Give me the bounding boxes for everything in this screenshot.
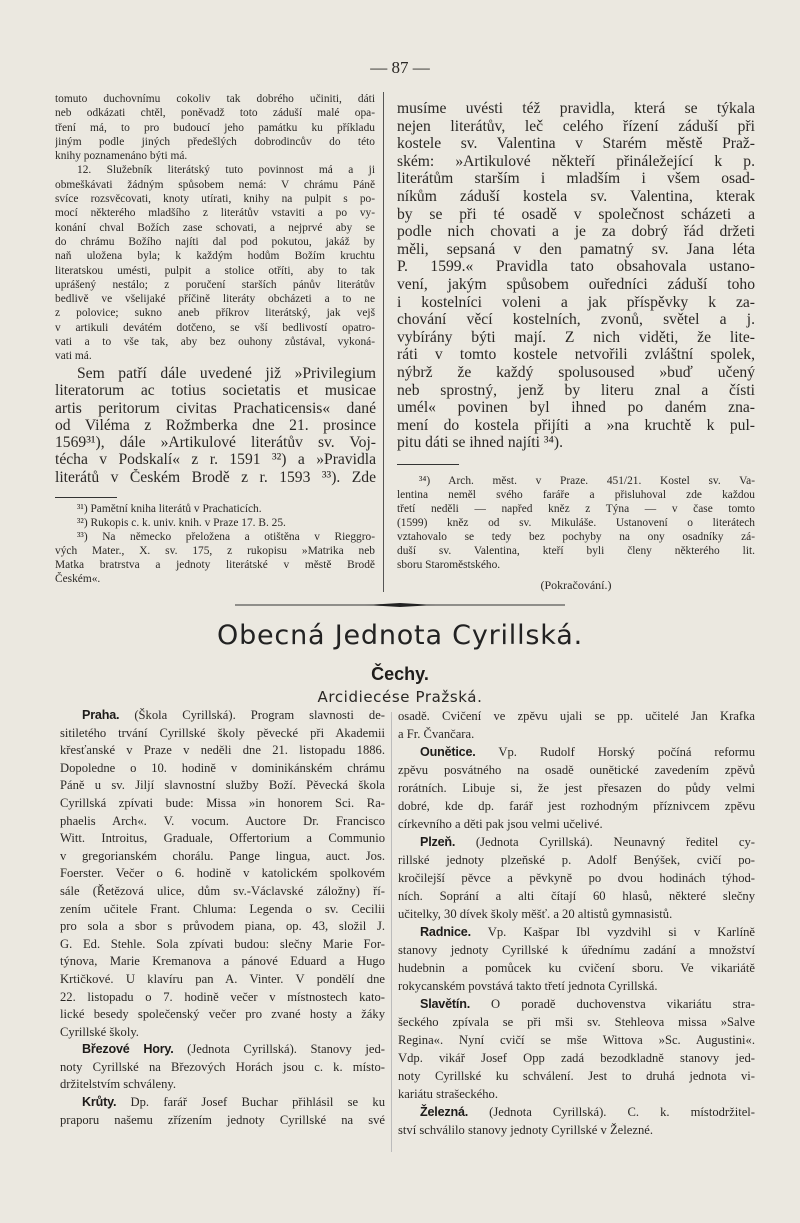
footnote-rule-right <box>397 464 459 465</box>
text-line <box>398 1121 755 1139</box>
text-line <box>60 707 385 725</box>
text-line <box>397 329 755 347</box>
text-line <box>60 1094 385 1112</box>
line-text: Dopoledne o 10. hodině v dominikánském chrámu <box>60 760 385 775</box>
line-text: Páně u sv. Jiljí slavnostní služby Boží. Pěvecká škola <box>60 778 385 793</box>
line-text: týnova, Marie Kremanova a pánové Eduard a Hugo <box>60 954 385 969</box>
text-line <box>55 149 375 163</box>
right-column-main-text <box>397 100 755 452</box>
text-line <box>397 364 755 382</box>
text-line <box>397 258 755 276</box>
text-line <box>60 1041 385 1059</box>
line-text: naň uložena byla; k každým hodům Božím kruchtu <box>55 250 375 263</box>
text-line <box>60 971 385 989</box>
line-text: i kostelníci voleni a jak příspěvky k za- <box>397 293 755 311</box>
text-line <box>55 451 376 468</box>
line-text: zením učitele Frant. Chluma: Legenda o sv. Cecilii <box>60 901 385 916</box>
line-text: uprášený nestálo; z poručení starších pánův literátův <box>55 278 375 291</box>
line-text: pitu dáti se ihned najíti ³⁴). <box>397 434 564 452</box>
line-text: (Škola Cyrillská). Program slavnosti de- <box>119 708 385 722</box>
line-text: vati a to vše tak, aby bez ouhony zůstával, vykoná- <box>55 336 375 349</box>
place-heading: Krůty. <box>82 1095 117 1110</box>
text-line <box>60 918 385 936</box>
line-text: jiným podle jiných předešlých dobrodincův do této <box>55 135 375 148</box>
line-text: držitelstvím schváleny. <box>60 1077 176 1092</box>
text-line <box>398 1067 755 1085</box>
text-line <box>55 544 375 558</box>
line-text: 12. Služebník literátský tuto povinnost má a ji <box>77 164 375 177</box>
line-text: v artikuli devátém dotčeno, se vší bedlivostí opatro- <box>55 321 375 334</box>
paragraph <box>55 92 375 163</box>
text-line <box>398 851 755 869</box>
diocese-heading: Arcidiecése Pražská. <box>317 688 483 706</box>
column-divider <box>383 92 384 592</box>
line-text: noty Cyrillské na Březových Horách jsou c. k. místo- <box>60 1059 385 1074</box>
line-text: a Fr. Čvančara. <box>398 727 475 741</box>
text-line <box>397 241 755 259</box>
text-line <box>398 779 755 797</box>
right-footnotes <box>397 474 755 572</box>
line-text: chování věcí kostelních, zvonů, světel a j. <box>397 311 755 329</box>
text-line <box>397 223 755 241</box>
text-line <box>55 321 375 335</box>
line-text: nýbrž že každý spolusoused »buď učený <box>397 363 755 381</box>
line-text: P. 1599.« Pravidla tato obsahovala ustano- <box>397 258 755 276</box>
text-line <box>55 163 375 177</box>
place-heading: Praha. <box>82 708 120 722</box>
line-text: Českém«. <box>55 573 101 585</box>
paragraph <box>60 1041 385 1094</box>
text-line <box>398 707 755 725</box>
text-line <box>60 760 385 778</box>
text-line <box>55 178 375 192</box>
line-text: bedlivě ve všelijaké příčině literáty obcházeti a to ne <box>55 293 375 306</box>
text-line <box>60 989 385 1007</box>
line-text: rorátních. Libuje si, že jest přesazen do půdy velmi <box>398 781 755 795</box>
text-line <box>55 121 375 135</box>
text-line <box>397 118 755 136</box>
line-text: obmeškávati žádným spůsobem nemá: V chrámu Páně <box>55 178 375 191</box>
line-text: Vdp. vikář Josef Opp zadá bezodkladně stanovy jed- <box>398 1051 755 1065</box>
paragraph <box>55 502 375 516</box>
line-text: Foerster. Večer o 6. hodině v katolickém spolkovém <box>60 866 385 881</box>
text-line <box>55 382 376 399</box>
text-line <box>397 153 755 171</box>
place-heading: Ounětice. <box>420 745 476 759</box>
line-text: ství schválilo stanovy jednoty Cyrillské v Železné. <box>398 1123 653 1137</box>
line-text: kostele sv. Valentina v Starém městě Praž- <box>397 135 755 153</box>
text-line <box>398 977 755 995</box>
text-line <box>55 106 375 120</box>
line-text: v gregorianském chorálu. Pange lingua, auct. Jos. <box>60 848 385 863</box>
text-line <box>60 742 385 760</box>
line-text: phaelis Arch«. V. vocum. Auctore Dr. Francisco <box>60 813 385 828</box>
text-line <box>55 558 375 572</box>
text-line <box>55 264 375 278</box>
line-text: podle nich chovati a je za dobrý řád držeti <box>397 223 755 241</box>
place-heading: Plzeň. <box>420 835 456 849</box>
text-line <box>398 815 755 833</box>
line-text: třetí neděli — napřed kněz z Týna — v čase tomto <box>397 503 755 515</box>
line-text: técha v Podskalí« z r. 1591 ³²) a »Pravidla <box>55 451 376 469</box>
line-text: duší sv. Valentina, kteří byli členy některého lit. <box>397 545 755 557</box>
text-line <box>60 777 385 795</box>
line-text: literátům starším i mladším i všem osad- <box>397 170 755 188</box>
line-text: ském: »Artikulové někteří přináležející k p. <box>397 152 755 170</box>
line-text: pro sola a sbor s průvodem piana, op. 43, složil J. <box>60 919 385 934</box>
line-text: šeckého zpívala se při mši sv. Stehleova missa »Salve <box>398 1015 755 1029</box>
line-text: ³²) Rukopis c. k. univ. knih. v Praze 17. B. 25. <box>77 517 286 529</box>
line-text: 1569³¹), dále »Artikulové literátův sv. Voj- <box>55 434 376 452</box>
text-line <box>55 502 375 516</box>
line-text: sboru Staroměstského. <box>397 559 501 571</box>
line-text: mení do kostela přijíti a »na kruchtě k pul- <box>397 416 755 434</box>
line-text: literatorum ac totius societatis et musicae <box>55 382 376 400</box>
text-line <box>398 1085 755 1103</box>
column-divider-lower <box>391 712 392 1152</box>
line-text: 22. listopadu o 7. hodině večer v místnostech kato- <box>60 989 385 1004</box>
text-line <box>397 399 755 417</box>
line-text: musíme uvésti též pravidla, která se týkala <box>397 100 755 117</box>
text-line <box>55 306 375 320</box>
place-heading: Radnice. <box>420 925 471 939</box>
line-text: stanovy jednoty Cyrillské k úřednímu zadání a množství <box>398 943 755 957</box>
text-line <box>398 869 755 887</box>
line-text: Dp. farář Josef Buchar přihlásil se ku <box>116 1095 385 1110</box>
text-line <box>60 936 385 954</box>
line-text: literátů v Českém Brodě z r. 1593 ³³). Zde <box>55 468 376 486</box>
line-text: tomuto duchovnímu cokoliv tak dobrého učiniti, dáti <box>55 93 375 105</box>
line-text: zpěvu posvátného na osadě ounětické zavedením zpěvů <box>398 763 755 777</box>
text-line <box>398 1049 755 1067</box>
paragraph <box>398 1103 755 1139</box>
text-line <box>397 188 755 206</box>
line-text: sále (Řetězová ulice, dům sv.-Václavské záložny) ří- <box>60 883 385 898</box>
line-text: Matka bratrstva a jednoty literátské v městě Brodě <box>55 559 375 571</box>
line-text: (Jednota Cyrillská). Stanovy jed- <box>173 1042 385 1057</box>
line-text: Sem patří dále uvedené již »Privilegium <box>77 365 376 382</box>
section-title: Obecná Jednota Cyrillská. <box>217 620 583 651</box>
text-line <box>55 249 375 263</box>
line-text: nejen literátův, leč celého řízení záduší při <box>397 117 755 135</box>
line-text: měli, sepsaná v den pamatný sv. Jana léta <box>397 240 755 258</box>
line-text: vých Mater., X. sv. 175, z rukopisu »Matrika neb <box>55 545 375 557</box>
left-column-main-text <box>55 365 376 486</box>
line-text: G. Ed. Stehle. Sola zpívati budou: slečny Marie For- <box>60 936 385 951</box>
text-line <box>55 400 376 417</box>
line-text: z polovice; sukno aneb příkrov literátský, jak vejš <box>55 307 375 320</box>
line-text: (Jednota Cyrillská). C. k. místodržitel- <box>468 1105 755 1119</box>
paragraph <box>397 474 755 572</box>
text-line <box>55 516 375 530</box>
line-text: od Viléma z Rožmberka dne 21. prosince <box>55 416 376 434</box>
text-line <box>397 100 755 118</box>
text-line <box>55 572 375 586</box>
line-text: Vp. Rudolf Horský počíná reformu <box>475 745 755 759</box>
place-heading: Železná. <box>420 1105 469 1119</box>
text-line <box>397 382 755 400</box>
text-line <box>55 349 375 363</box>
line-text: rokycanském povstává takto třetí jednota Cyrillská. <box>398 979 658 993</box>
line-text: Cyrillské školy. <box>60 1024 139 1039</box>
line-text: kariátu strašeckého. <box>398 1087 499 1101</box>
region-heading: Čechy. <box>371 664 429 684</box>
text-line <box>60 795 385 813</box>
text-line <box>55 192 375 206</box>
place-heading: Březové Hory. <box>82 1042 174 1057</box>
paragraph <box>398 743 755 833</box>
line-text: dobré, kde dp. farář jest rozhodným příznivcem zpěvu <box>398 799 755 813</box>
text-line <box>55 92 375 106</box>
line-text: neb odkázati chtěl, poněvadž toto záduší malé opa- <box>55 107 375 120</box>
line-text: ³¹) Pamětní kniha literátů v Prachaticích. <box>77 503 262 515</box>
text-line <box>55 135 375 149</box>
line-text: by se při té osadě v společnost scházeti a <box>397 205 755 223</box>
text-line <box>55 365 376 382</box>
line-text: knihy poznamenáno býti má. <box>55 150 188 163</box>
page-number: — 87 — <box>370 58 430 77</box>
text-line <box>397 516 755 530</box>
line-text: umél« povinen byl ihned po daném zna- <box>397 399 755 417</box>
text-line <box>55 292 375 306</box>
paragraph <box>55 163 375 363</box>
left-footnotes <box>55 502 375 586</box>
text-line <box>398 833 755 851</box>
line-text: křesťanské v Praze v neděli dne 21. listopadu 1886. <box>60 743 385 758</box>
text-line <box>398 959 755 977</box>
paragraph <box>55 530 375 586</box>
text-line <box>397 488 755 502</box>
line-text: tření má, to pro budoucí jeho památku ku příkladu <box>55 121 375 134</box>
line-text: artis peritorum civitas Prachaticensis« dané <box>55 399 376 417</box>
line-text: hudebnin a pomůcek ku cvičení sboru. Ve vikariátě <box>398 961 755 975</box>
line-text: svíce rozsvěcovati, knoty utírati, knihy na pulpit s po- <box>55 193 375 206</box>
paragraph <box>398 995 755 1103</box>
text-line <box>55 417 376 434</box>
line-text: Witt. Introitus, Graduale, Offertorium a Communio <box>60 831 385 846</box>
text-line <box>60 813 385 831</box>
text-line <box>398 905 755 923</box>
line-text: učitelky, 30 dívek školy měšť. a 20 altistů gymnasistů. <box>398 907 673 921</box>
line-text: (1599) kněz od sv. Mikuláše. Ustanovení o literátech <box>397 517 755 529</box>
text-line <box>398 1031 755 1049</box>
line-text: lické besedy společenský večer pro zvané hosty a žáky <box>60 1007 385 1022</box>
text-line <box>55 335 375 349</box>
text-line <box>398 743 755 761</box>
line-text: Cyrillská zpívati bude: Missa »in honorem Sci. Ra- <box>60 795 385 810</box>
continuation-note: (Pokračování.) <box>540 578 612 592</box>
text-line <box>398 1013 755 1031</box>
footnote-rule-left <box>55 497 117 498</box>
text-line <box>60 848 385 866</box>
text-line <box>397 544 755 558</box>
text-line <box>55 530 375 544</box>
text-line <box>397 170 755 188</box>
text-line <box>55 235 375 249</box>
text-line <box>397 530 755 544</box>
text-line <box>397 474 755 488</box>
line-text: Vp. Kašpar Ibl vyzdvihl si v Karlíně <box>470 925 755 939</box>
text-line <box>60 725 385 743</box>
line-text: osadě. Cvičení ve zpěvu ujali se pp. učitelé Jan Krafka <box>398 709 755 723</box>
text-line <box>397 417 755 435</box>
text-line <box>397 294 755 312</box>
text-line <box>398 887 755 905</box>
text-line <box>398 941 755 959</box>
paragraph <box>397 100 755 452</box>
line-text: konání chval Božích zase schovati, a nejprvé aby se <box>55 221 375 234</box>
text-line <box>60 953 385 971</box>
text-line <box>397 502 755 516</box>
line-text: ³³) Na německo přeložena a otištěna v Rieggro- <box>77 531 375 543</box>
paragraph <box>398 833 755 923</box>
line-text: kročilejší pěvce a pěvkyně po dvou hodinách týhod- <box>398 871 755 885</box>
text-line <box>397 311 755 329</box>
text-line <box>60 1024 385 1042</box>
line-text: vení, jakým spůsobem ouředníci záduší toho <box>397 275 755 293</box>
text-line <box>397 558 755 572</box>
line-text: mocí některého mladšího z literátův vstaviti a po vy- <box>55 207 375 220</box>
line-text: O poradě duchovenstva vikariátu stra- <box>470 997 755 1011</box>
line-text: níkům záduší kostela sv. Valentina, kterak <box>397 187 755 205</box>
paragraph <box>60 1094 385 1129</box>
paragraph <box>55 365 376 486</box>
text-line <box>397 434 755 452</box>
text-line <box>398 1103 755 1121</box>
paragraph <box>398 923 755 995</box>
text-line <box>60 830 385 848</box>
line-text: rillské jednoty plzeňské p. Adolf Benýšek, cvičí po- <box>398 853 755 867</box>
paragraph <box>398 707 755 743</box>
line-text: vztahovalo se tedy bez pochyby na ony osadníky zá- <box>397 531 755 543</box>
place-heading: Slavětín. <box>420 997 470 1011</box>
text-line <box>60 1059 385 1077</box>
line-text: (Jednota Cyrillská). Neunavný ředitel cy- <box>455 835 755 849</box>
text-line <box>55 206 375 220</box>
text-line <box>397 276 755 294</box>
text-line <box>60 1006 385 1024</box>
text-line <box>398 725 755 743</box>
text-line <box>398 761 755 779</box>
text-line <box>60 901 385 919</box>
line-text: ráti v tomto kostele netvořili zvláštní spolek, <box>397 346 755 364</box>
line-text: lentina neměl svého faráře a přisluhoval zde každou <box>397 489 755 501</box>
text-line <box>55 221 375 235</box>
line-text: církevního a děti pak jsou velmi učelivé. <box>398 817 603 831</box>
paragraph <box>55 516 375 530</box>
text-line <box>60 883 385 901</box>
line-text: neb sprostný, jenž by literu znal a čísti <box>397 381 755 399</box>
text-line <box>55 469 376 486</box>
line-text: ních. Soprání a alti čítají 60 hlasů, některé slečny <box>398 889 755 903</box>
reports-right-column <box>398 707 755 1139</box>
text-line <box>397 135 755 153</box>
line-text: Regina«. Nyní cvičí se mše Wittova »Sc. Augustini«. <box>398 1033 755 1047</box>
line-text: do chrámu Božího najíti dal pod pokutou, jakáž by <box>55 235 375 248</box>
left-column-small-text <box>55 92 375 364</box>
text-line <box>398 797 755 815</box>
ornamental-separator <box>235 603 565 607</box>
text-line <box>60 865 385 883</box>
line-text: vati má. <box>55 350 92 363</box>
text-line <box>397 206 755 224</box>
text-line <box>398 995 755 1013</box>
text-line <box>398 923 755 941</box>
reports-left-column <box>60 707 385 1129</box>
line-text: sitiletého trvání Cyrillské školy pěvecké při Akademii <box>60 725 385 740</box>
line-text: Krtičkové. U klavíru pan A. Vinter. V pondělí dne <box>60 971 385 986</box>
text-line <box>397 346 755 364</box>
paragraph <box>60 707 385 1041</box>
text-line <box>60 1076 385 1094</box>
line-text: literatskou umésti, pulpit a stolice otříti, aby to tak <box>55 264 375 277</box>
text-line <box>55 434 376 451</box>
line-text: praporu našemu zřízením jednoty Cyrillské na své <box>60 1112 385 1127</box>
line-text: vybírány býti mají. Z nich viděti, že lite- <box>397 328 755 346</box>
line-text: noty Cyrillské ku schválení. Jest to druhá jednota vi- <box>398 1069 755 1083</box>
text-line <box>55 278 375 292</box>
line-text: ³⁴) Arch. měst. v Praze. 451/21. Kostel sv. Va- <box>419 475 755 487</box>
text-line <box>60 1112 385 1130</box>
